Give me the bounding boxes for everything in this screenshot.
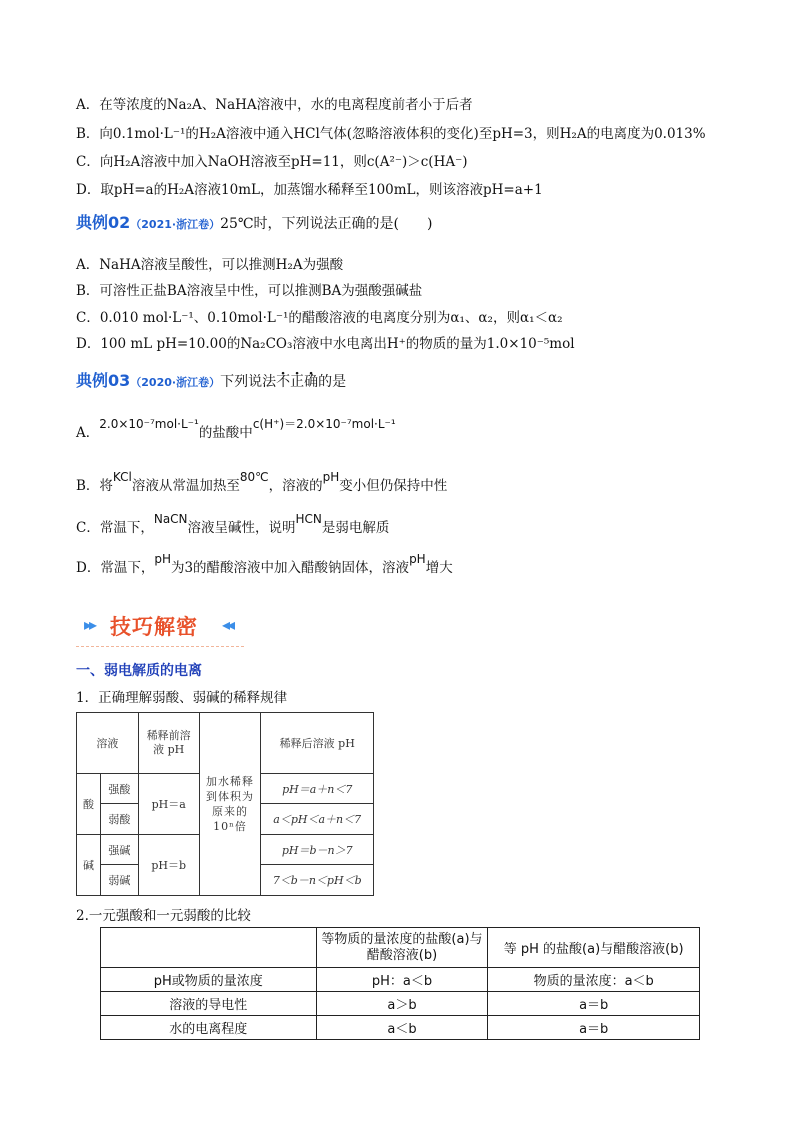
header-cell — [101, 928, 317, 968]
result-weak-base: 7＜b－n＜pH＜b — [261, 865, 374, 896]
row-label: 溶液的导电性 — [101, 992, 317, 1016]
example-tag: 典例03 — [76, 371, 131, 390]
acid-comparison-table — [100, 927, 700, 1040]
option-label: B．将 — [76, 478, 113, 494]
formula-ph: pH — [322, 470, 340, 484]
dilution-table — [76, 712, 374, 896]
ex03-option-a — [76, 417, 396, 442]
option-text: 是弱电解质 — [321, 520, 390, 536]
option-text: 变小但仍保持中性 — [339, 478, 448, 494]
left-arrows-icon: ◂◂ — [222, 615, 233, 634]
ex02-option-d: D．100 mL pH=10.00的Na₂CO₃溶液中水电离出H⁺的物质的量为1.0×10⁻⁵mol — [76, 336, 575, 352]
result-weak-acid: a＜pH＜a＋n＜7 — [261, 804, 374, 835]
example-tag: 典例02 — [76, 213, 131, 232]
option-label: A． — [76, 425, 100, 441]
subheading-2: 2.一元强酸和一元弱酸的比较 — [76, 908, 251, 924]
strong-acid: 强酸 — [100, 774, 138, 804]
table-cell: a＞b — [316, 992, 488, 1016]
temperature-formula: 80℃ — [239, 470, 269, 484]
section-heading: 一、弱电解质的电离 — [76, 663, 202, 679]
table-cell: 物质的量浓度：a＜b — [488, 968, 700, 992]
option-label: D．常温下， — [76, 560, 155, 576]
example-source: （2020·浙江卷） — [130, 376, 221, 389]
example-stem-pre: 下列说法 — [220, 374, 277, 390]
formula-ph: pH — [409, 552, 426, 566]
ex02-option-a: A．NaHA溶液呈酸性，可以推测H₂A为强酸 — [76, 257, 344, 273]
example-stem-post: 的是 — [318, 374, 347, 390]
header-before: 稀释前溶液 pH — [138, 713, 199, 774]
ex02-option-c: C．0.010 mol·L⁻¹、0.10mol·L⁻¹的醋酸溶液的电离度分别为α₁、α₂，则α₁＜α₂ — [76, 310, 563, 326]
subheading-1: 1．正确理解弱酸、弱碱的稀释规律 — [76, 690, 288, 706]
option-text: 的盐酸中 — [198, 425, 253, 441]
example-02-title — [76, 213, 432, 235]
right-arrows-icon: ▸▸ — [84, 615, 95, 634]
formula-kcl: KCl — [112, 470, 132, 484]
row-label: pH或物质的量浓度 — [101, 968, 317, 992]
banner-divider — [76, 646, 244, 647]
formula-ph: pH — [154, 552, 171, 566]
weak-acid: 弱酸 — [100, 804, 138, 835]
option-text: 溶液呈碱性，说明 — [187, 520, 296, 536]
option-b: B．向0.1mol·L⁻¹的H₂A溶液中通入HCl气体(忽略溶液体积的变化)至pH=3，则H₂A的电离度为0.013% — [76, 126, 706, 142]
example-03-title — [76, 371, 346, 393]
option-c: C．向H₂A溶液中加入NaOH溶液至pH=11，则c(A²⁻)＞c(HA⁻) — [76, 154, 468, 170]
option-text: 溶液从常温加热至 — [131, 478, 240, 494]
header-solution: 溶液 — [77, 713, 139, 774]
option-label: C．常温下， — [76, 520, 154, 536]
header-after: 稀释后溶液 pH — [261, 713, 374, 774]
option-d: D．取pH=a的H₂A溶液10mL，加蒸馏水稀释至100mL，则该溶液pH=a+1 — [76, 182, 543, 198]
option-text: ，溶液的 — [268, 478, 323, 494]
emphasis-char: 确 — [304, 374, 319, 390]
table-cell: a＝b — [488, 992, 700, 1016]
table-cell: a＜b — [316, 1016, 488, 1040]
section-banner — [76, 605, 244, 645]
option-a: A．在等浓度的Na₂A、NaHA溶液中，水的电离程度前者小于后者 — [76, 97, 473, 113]
option-text: 为3的醋酸溶液中加入醋酸钠固体，溶液 — [170, 560, 410, 576]
ex02-option-b: B．可溶性正盐BA溶液呈中性，可以推测BA为强酸强碱盐 — [76, 283, 423, 299]
ex03-option-d — [76, 552, 453, 577]
emphasis-char: 正 — [290, 374, 305, 390]
table-cell: a＝b — [488, 1016, 700, 1040]
base-label: 碱 — [77, 835, 101, 896]
emphasis-dotted-text — [276, 374, 318, 390]
dilute-condition: 加水稀释到体积为原来的10ⁿ倍 — [199, 713, 261, 896]
row-label: 水的电离程度 — [101, 1016, 317, 1040]
base-ph: pH＝b — [138, 835, 199, 896]
emphasis-char: 不 — [276, 374, 291, 390]
strong-base: 强碱 — [100, 835, 138, 865]
banner-title: 技巧解密 — [110, 615, 198, 639]
result-strong-acid: pH＝a＋n＜7 — [261, 774, 374, 804]
example-stem: 25℃时，下列说法正确的是( ) — [220, 216, 433, 232]
acid-label: 酸 — [77, 774, 101, 835]
result-strong-base: pH＝b－n＞7 — [261, 835, 374, 865]
option-text: 增大 — [425, 560, 453, 576]
concentration-formula: 2.0×10⁻⁷mol·L⁻¹ — [99, 417, 199, 431]
ex03-option-c — [76, 512, 390, 537]
ex03-option-b — [76, 470, 448, 495]
header-cell: 等物质的量浓度的盐酸(a)与醋酸溶液(b) — [316, 928, 488, 968]
header-cell: 等 pH 的盐酸(a)与醋酸溶液(b) — [488, 928, 700, 968]
example-source: （2021·浙江卷） — [130, 218, 221, 231]
weak-base: 弱碱 — [100, 865, 138, 896]
formula-nacn: NaCN — [153, 512, 188, 526]
table-cell: pH：a＜b — [316, 968, 488, 992]
acid-ph: pH＝a — [138, 774, 199, 835]
formula-hcn: HCN — [295, 512, 322, 526]
equation-formula: c(H⁺)＝2.0×10⁻⁷mol·L⁻¹ — [252, 417, 396, 431]
